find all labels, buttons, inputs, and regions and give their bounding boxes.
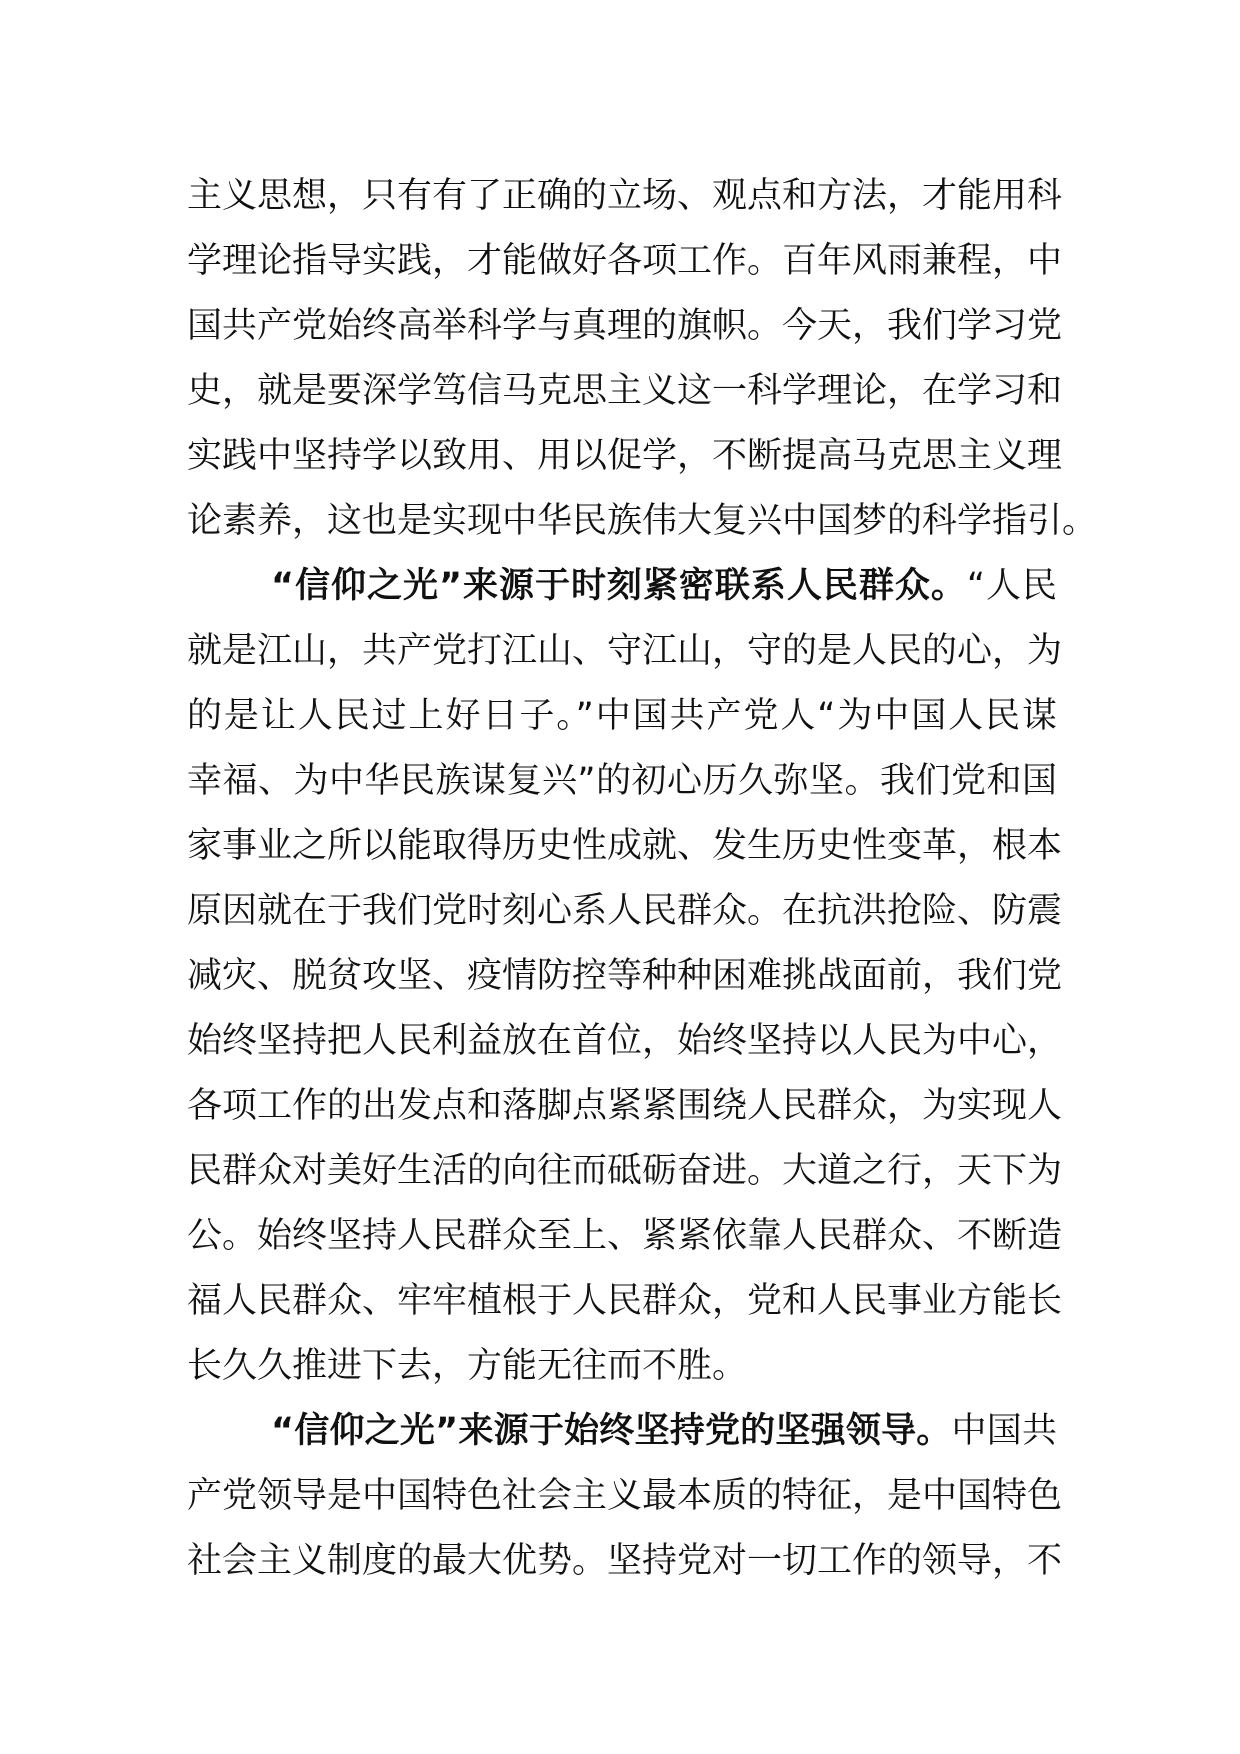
text-line: 减灾、脱贫攻坚、疫情防控等种种困难挑战面前，我们党 xyxy=(187,956,1063,996)
text-line: 实践中坚持学以致用、用以促学，不断提高马克思主义理 xyxy=(187,436,1063,476)
text-line xyxy=(187,554,1057,619)
text-line: 主义思想，只有有了正确的立场、观点和方法，才能用科 xyxy=(187,176,1063,216)
text-line: 幸福、为中华民族谋复兴”的初心历久弥坚。我们党和国 xyxy=(187,761,1057,801)
text-line: 论素养，这也是实现中华民族伟大复兴中国梦的科学指引。 xyxy=(187,501,1098,541)
document-body xyxy=(187,164,1098,1594)
paragraph-heading: “信仰之光”来源于时刻紧密联系人民群众。 xyxy=(271,566,967,606)
paragraph-heading: “信仰之光”来源于始终坚持党的坚强领导。 xyxy=(271,1411,952,1451)
text-line: 产党领导是中国特色社会主义最本质的特征，是中国特色 xyxy=(187,1476,1063,1516)
text-line: 家事业之所以能取得历史性成就、发生历史性变革，根本 xyxy=(187,826,1063,866)
text-run: 中国共 xyxy=(951,1411,1057,1451)
text-line: 长久久推进下去，方能无往而不胜。 xyxy=(187,1346,748,1386)
text-line: 就是江山，共产党打江山、守江山，守的是人民的心，为 xyxy=(187,631,1063,671)
text-line: 原因就在于我们党时刻心系人民群众。在抗洪抢险、防震 xyxy=(187,891,1063,931)
text-line: 史，就是要深学笃信马克思主义这一科学理论，在学习和 xyxy=(187,371,1063,411)
text-line: 福人民群众、牢牢植根于人民群众，党和人民事业方能长 xyxy=(187,1281,1063,1321)
text-line: 社会主义制度的最大优势。坚持党对一切工作的领导，不 xyxy=(187,1541,1063,1581)
text-line: 的是让人民过上好日子。”中国共产党人“为中国人民谋 xyxy=(187,696,1057,736)
text-line: 国共产党始终高举科学与真理的旗帜。今天，我们学习党 xyxy=(187,306,1063,346)
text-line: 学理论指导实践，才能做好各项工作。百年风雨兼程，中 xyxy=(187,241,1063,281)
text-line xyxy=(187,1399,1057,1464)
text-line: 民群众对美好生活的向往而砥砺奋进。大道之行，天下为 xyxy=(187,1151,1063,1191)
text-line: 各项工作的出发点和落脚点紧紧围绕人民群众，为实现人 xyxy=(187,1086,1063,1126)
text-run: “人民 xyxy=(966,566,1057,606)
text-line: 公。始终坚持人民群众至上、紧紧依靠人民群众、不断造 xyxy=(187,1216,1063,1256)
text-line: 始终坚持把人民利益放在首位，始终坚持以人民为中心， xyxy=(187,1021,1063,1061)
